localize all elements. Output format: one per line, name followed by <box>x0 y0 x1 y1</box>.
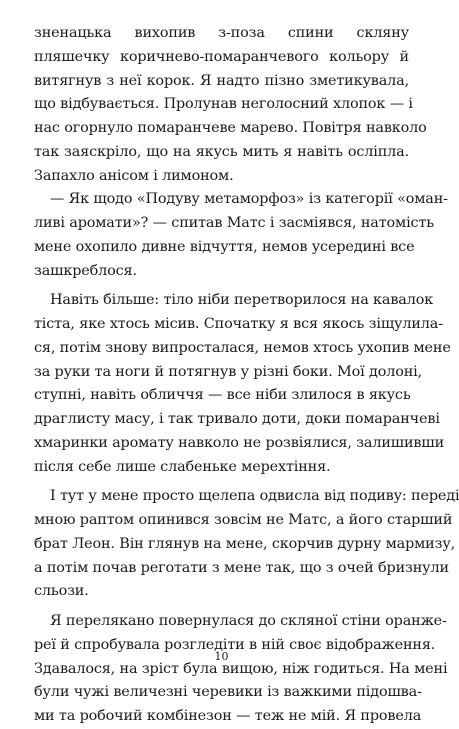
text-line: були чужі величезні черевики із важкими підошва- <box>34 684 422 701</box>
text-line: Навіть більше: тіло ніби перетворилося на кавалок <box>50 292 434 309</box>
text-line: ступні, навіть обличчя — все ніби злилося в якусь <box>34 387 411 404</box>
text-line: витягнув з неї корок. Я надто пізно зметикувала, <box>34 72 409 89</box>
text-line: брат Леон. Він глянув на мене, скорчив дурну мармизу, <box>34 535 456 552</box>
paragraph <box>34 289 451 479</box>
text-line: хмаринки аромату навколо не розвіялися, залишивши <box>34 434 445 451</box>
text-line: Я перелякано повернулася до скляної стіни оранже- <box>50 613 447 629</box>
page-number: 10 <box>214 650 229 663</box>
text-line: І тут у мене просто щелепа одвисла від подиву: переді <box>50 488 459 505</box>
text-line: так заяскріло, що на якусь мить я навіть осліпла. <box>34 143 409 160</box>
text-line: зашкреблося. <box>34 262 137 279</box>
text-line: а потім почав реготати з мене так, що з очей бризнули <box>34 559 449 576</box>
paragraph <box>34 22 427 188</box>
text-line: мною раптом опинився зовсім не Матс, а його старший <box>34 512 453 528</box>
text-line: сльози. <box>34 583 89 600</box>
paragraph <box>34 610 448 729</box>
text-line: мене охопило дивне відчуття, немов усередині все <box>34 238 415 255</box>
text-line: Здавалося, на зріст була вищою, ніж годиться. На мені <box>34 660 448 677</box>
text-line: що відбувається. Пролунав неголосний хлопок — і <box>34 96 413 113</box>
text-line: за руки та ноги й потягнув у різні боки. Мої долоні, <box>34 363 423 380</box>
text-line: зненацька вихопив з-поза спини скляну <box>34 25 409 41</box>
text-line: після себе лише слабеньке мерехтіння. <box>34 458 331 475</box>
text-line: драглисту масу, і так тривало доти, доки помаранчеві <box>34 411 440 427</box>
text-line: — Як щодо «Подуву метаморфоз» із категорії «оман- <box>50 191 448 208</box>
text-line: ми та робочий комбінезон — теж не мій. Я провела <box>34 708 422 724</box>
body-text <box>34 22 459 729</box>
text-line: ливі аромати»? — спитав Матс і засміявся, натомість <box>34 215 434 231</box>
text-line: пляшечку коричнево-помаранчевого кольору й <box>34 48 409 65</box>
paragraph <box>34 485 459 604</box>
text-line: реї й спробувала розгледіти в ній своє відображення. <box>34 636 436 653</box>
text-line: Запахло анісом і лимоном. <box>34 167 234 184</box>
paragraph <box>34 188 448 283</box>
text-line: тіста, яке хтось місив. Спочатку я вся якось зіщулила- <box>34 316 443 332</box>
text-line: нас огорнуло помаранчеве марево. Повітря навколо <box>34 120 427 136</box>
text-line: ся, потім знову випросталася, немов хтось ухопив мене <box>34 339 451 356</box>
